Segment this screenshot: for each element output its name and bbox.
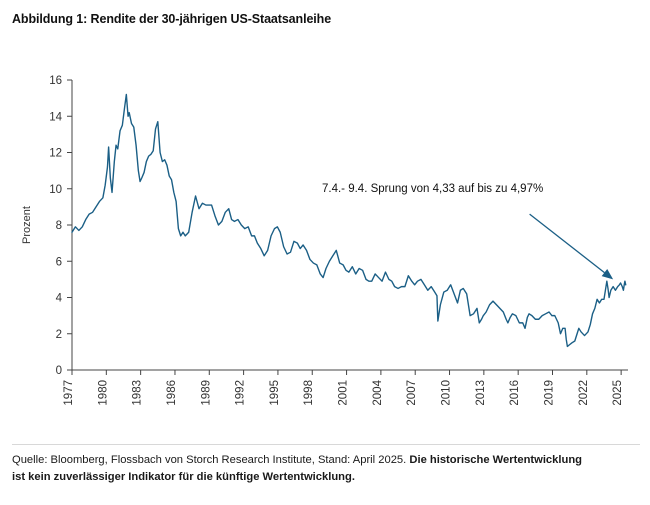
annotation-arrow-icon bbox=[530, 214, 614, 279]
y-tick-label: 16 bbox=[49, 75, 62, 87]
chart-container bbox=[0, 40, 650, 440]
x-tick-label: 2010 bbox=[440, 380, 453, 406]
x-tick-label: 2022 bbox=[577, 380, 590, 406]
y-tick-label: 2 bbox=[55, 328, 62, 341]
series-line-yield bbox=[72, 95, 626, 347]
x-tick-label: 1995 bbox=[268, 380, 281, 406]
x-tick-label: 2007 bbox=[406, 380, 419, 406]
x-tick-label: 2004 bbox=[371, 380, 384, 406]
axes bbox=[72, 80, 628, 370]
divider-top bbox=[12, 444, 640, 445]
x-tick-label: 1980 bbox=[97, 380, 110, 406]
y-tick-label: 10 bbox=[49, 183, 62, 196]
x-tick-label: 1977 bbox=[63, 380, 75, 406]
source-bold-text-1: Die historische Wertentwicklung bbox=[409, 454, 582, 466]
y-axis-ticks bbox=[49, 75, 72, 377]
x-tick-label: 1989 bbox=[200, 380, 213, 406]
y-tick-label: 12 bbox=[49, 147, 62, 160]
x-tick-label: 2025 bbox=[612, 380, 625, 406]
source-normal-text: Quelle: Bloomberg, Flossbach von Storch Research Institute, Stand: April 2025. bbox=[12, 454, 410, 466]
y-axis-label: Prozent bbox=[21, 206, 33, 244]
x-tick-label: 1983 bbox=[131, 380, 144, 406]
yield-line-chart bbox=[0, 40, 650, 440]
page-title: Abbildung 1: Rendite der 30-jährigen US-Staatsanleihe bbox=[12, 12, 332, 26]
x-tick-label: 2019 bbox=[543, 380, 556, 406]
x-tick-label: 1992 bbox=[234, 380, 247, 406]
y-tick-label: 0 bbox=[55, 365, 62, 377]
x-tick-label: 1986 bbox=[165, 380, 178, 406]
source-bold-text-2: ist kein zuverlässiger Indikator für die künftige Wertentwicklung. bbox=[12, 471, 355, 484]
y-tick-label: 6 bbox=[55, 256, 62, 269]
y-tick-label: 14 bbox=[49, 111, 62, 124]
x-tick-label: 2016 bbox=[509, 380, 522, 406]
annotation-label: 7.4.- 9.4. Sprung von 4,33 auf bis zu 4,97% bbox=[322, 183, 544, 195]
source-note bbox=[12, 452, 640, 487]
x-tick-label: 1998 bbox=[303, 380, 316, 406]
x-axis-ticks bbox=[63, 370, 624, 406]
y-tick-label: 8 bbox=[55, 220, 62, 232]
y-tick-label: 4 bbox=[55, 292, 62, 305]
x-tick-label: 2001 bbox=[337, 380, 350, 406]
x-tick-label: 2013 bbox=[474, 380, 487, 406]
